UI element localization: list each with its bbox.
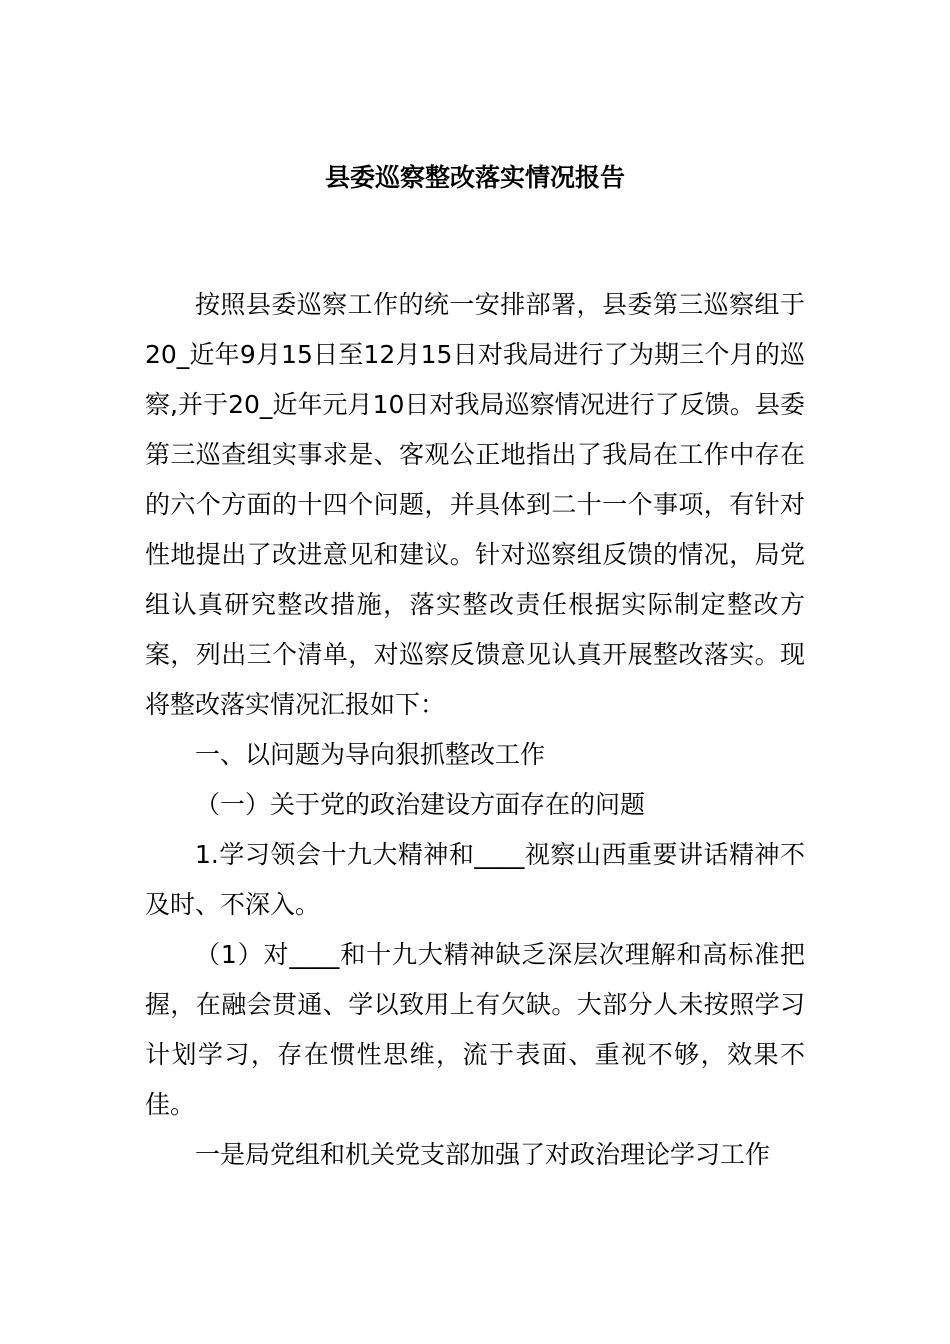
document-title: 县委巡察整改落实情况报告 (324, 163, 625, 192)
document-body (145, 280, 805, 1180)
paragraph-intro: 按照县委巡察工作的统一安排部署，县委第三巡察组于20_近年9月15日至12月15日对我局进行了为期三个月的巡察,并于20_近年元月10日对我局巡察情况进行了反馈。县委第三巡查组实事求是、客观公正地指出了我局在工作中存在的六个方面的十四个问题，并具体到二十一个事项，有针对性地提出了改进意见和建议。针对巡察组反馈的情况，局党组认真研究整改措施，落实整改责任根据实际制定整改方案，列出三个清单，对巡察反馈意见认真开展整改落实。现将整改落实情况汇报如下： (145, 290, 805, 719)
measure-paragraph-1: 一是局党组和机关党支部加强了对政治理论学习工作 (195, 1140, 771, 1169)
section-heading-1: 一、以问题为导向狠抓整改工作 (195, 740, 546, 769)
subsection-heading-1: （一）关于党的政治建设方面存在的问题 (195, 790, 646, 819)
issue-subitem-1: （1）对____和十九大精神缺乏深层次理解和高标准把握，在融会贯通、学以致用上有欠缺。大部分人未按照学习计划学习，存在惯性思维，流于表面、重视不够，效果不佳。 (145, 940, 805, 1119)
issue-item-1: 1.学习领会十九大精神和____视察山西重要讲话精神不及时、不深入。 (145, 840, 805, 919)
